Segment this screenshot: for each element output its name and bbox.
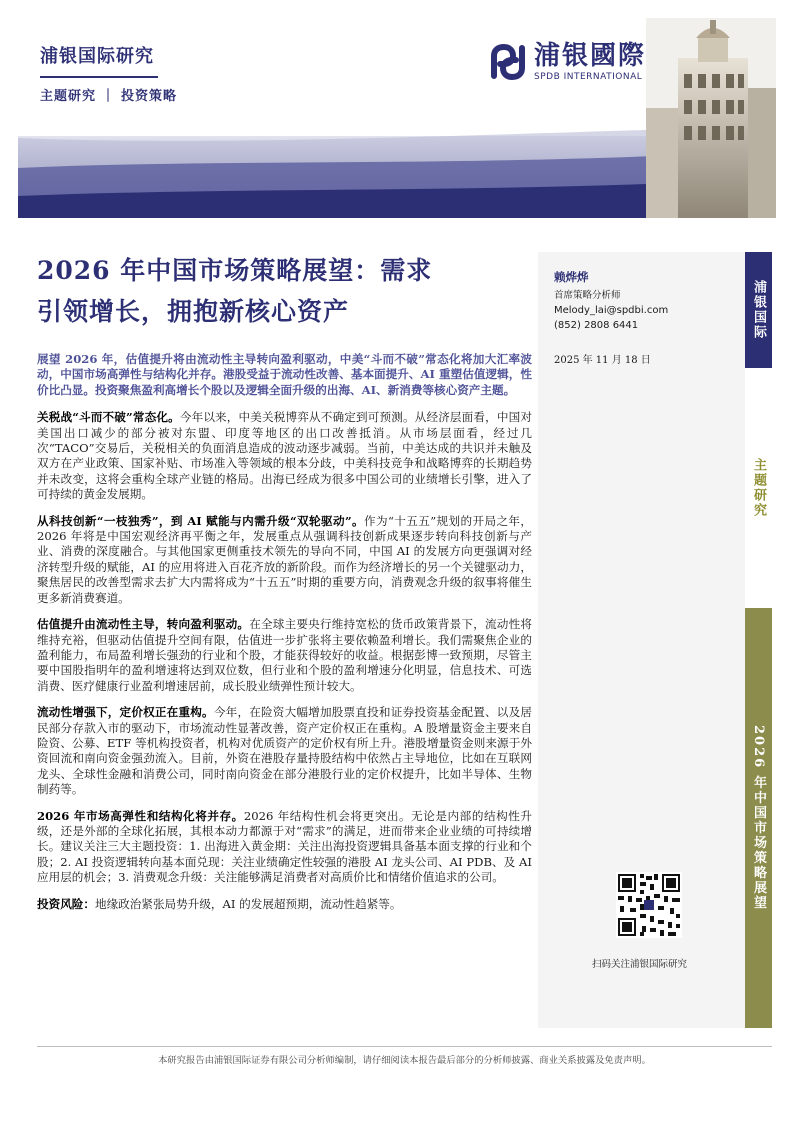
section-body: 2026 年结构性机会将更突出。无论是内部的结构性升级，还是外部的全球化拓展，其根本动力都源于对“需求”的满足，进而带来企业业绩的可持续增长。建议关注三大主题投资：1. 出海进入黄金期：关注出海投资逻辑具备基本面支撑的行业和个股；2. AI 投资逻辑转向基本面兑现：关注业绩确定性较强的港股 AI 龙头公司、AI PDB、及 AI 应用层的机会；3. 消费观念升级：关注能够满足消费者对高质价比和情绪价值追求的公司。 <box>37 808 532 885</box>
brand-block <box>40 42 177 104</box>
header-banner <box>18 18 776 218</box>
section-body: 今年，在险资大幅增加股票直投和证券投资基金配置、以及居民部分存款入市的驱动下，市场流动性显著改善，资产定价权正在重构。A 股增量资金主要来自险资、公募、ETF 等机构投资者，机构对优质资产的定价权有所上升。港股增量资金则来源于外资回流和南向资金强劲流入。目前，外资在港股存量持股结构中依然占主导地位，比如在互联网龙头、全球性金融和消费公司，同时南向资金在部分港股行业的定价权提升，比如半导体、生物制药等。 <box>37 705 532 797</box>
section-lead: 估值提升由流动性主导，转向盈利驱动。 <box>37 617 250 632</box>
breadcrumb: 主题研究 ｜ 投资策略 <box>40 89 178 104</box>
section-body: 作为“十五五”规划的开局之年，2026 年将是中国宏观经济再平衡之年，发展重点从强调科技创新成果逐步转向科技创新与产业、消费的深度融合。与其他国家更侧重技术领先的导向不同，中国 AI 的发展方向更强调对经济转型升级的赋能，AI 的应用将进入百花齐放的新阶段。而作为经济增长的另一个关键驱动力，聚焦居民的改善型需求去扩大内需将成为“十五五”时期的重要方向，消费观念升级的叙事将催生更多新消费赛道。 <box>37 513 532 605</box>
analyst-role: 首席策略分析师 <box>554 290 621 301</box>
main-content <box>37 250 532 912</box>
logo-name: 浦银國際 <box>534 41 647 71</box>
spdb-logo-icon <box>488 42 528 82</box>
footer-divider <box>37 1046 772 1047</box>
section-lead: 从科技创新“一枝独秀”，到 AI 赋能与内需升级“双轮驱动”。 <box>37 513 365 528</box>
brand-title: 浦银国际研究 <box>40 46 154 67</box>
risk-paragraph <box>37 897 532 912</box>
section-paragraph <box>37 617 532 694</box>
side-tab-brand <box>745 252 772 368</box>
company-logo <box>488 42 646 82</box>
side-tab-report-title <box>745 608 772 1028</box>
logo-english: SPDB INTERNATIONAL <box>534 72 643 82</box>
info-sidebar <box>538 252 772 1028</box>
section-body: 地缘政治紧张局势升级，AI 的发展超预期，流动性趋紧等。 <box>94 896 402 911</box>
section-lead: 投资风险： <box>37 896 95 911</box>
summary-paragraph: 展望 2026 年，估值提升将由流动性主导转向盈利驱动，中美“斗而不破”常态化将加大汇率波动，中国市场高弹性与结构化并存。港股受益于流动性改善、基本面提升、AI 重塑估值逻辑，性价比凸显。投资聚焦盈利高增长个股以及逻辑全面升级的出海、AI、新消费等核心资产主题。 <box>37 352 532 397</box>
building-illustration <box>646 18 776 218</box>
qr-code-icon[interactable] <box>616 872 682 938</box>
footer-disclaimer: 本研究报告由浦银国际证券有限公司分析师编制，请仔细阅读本报告最后部分的分析师披露、商业关系披露及免责声明。 <box>158 1055 651 1066</box>
analyst-email[interactable]: Melody_lai@spdbi.com <box>554 305 669 316</box>
report-date: 2025 年 11 月 18 日 <box>554 355 651 366</box>
qr-caption: 扫码关注浦银国际研究 <box>592 959 688 970</box>
side-tab-label: 主题研究 <box>751 458 766 518</box>
side-tab-label: 浦银国际 <box>751 280 766 340</box>
side-tab-label: 2026 年中国市场策略展望 <box>751 725 766 911</box>
section-paragraph <box>37 809 532 886</box>
section-paragraph <box>37 410 532 502</box>
analyst-card <box>554 270 668 333</box>
section-body: 在全球主要央行维持宽松的货币政策背景下，流动性将维持充裕，但驱动估值提升空间有限，估值进一步扩张将主要依赖盈利增长。我们需聚焦企业的盈利能力，布局盈利增长强劲的行业和个股，才能获得较好的收益。根据彭博一致预期，尽管主要中国股指明年的盈利增速将达到双位数，但行业和个股的盈利增速分化明显，信息技术、可选消费、医疗健康行业盈利增速居前，成长股业绩弹性预计较大。 <box>37 617 532 693</box>
brand-divider <box>40 76 158 78</box>
report-title <box>37 250 532 332</box>
section-body: 今年以来，中美关税博弈从不确定到可预测。从经济层面看，中国对美国出口减少的部分被对东盟、印度等地区的出口改善抵消。从市场层面看，经过几次“TACO”交易后，关税相关的负面消息造成的波动逐步减弱。当前，中美达成的共识并未触及双方在产业政策、国家补贴、市场准入等领域的根本分歧，中美科技竞争和战略博弈的长期趋势并未改变，这将会重构全球产业链的格局。出海已经成为很多中国公司的业绩增长引擎，进入了可持续的黄金发展期。 <box>37 410 532 502</box>
analyst-name: 赖烨烨 <box>554 270 589 284</box>
section-lead: 2026 年市场高弹性和结构化将并存。 <box>37 808 244 823</box>
section-lead: 关税战“斗而不破”常态化。 <box>37 410 180 425</box>
section-lead: 流动性增强下，定价权正在重构。 <box>37 705 214 720</box>
side-tab-category <box>745 368 772 608</box>
title-line-2: 引领增长，拥抱新核心资产 <box>37 297 350 326</box>
analyst-phone: (852) 2808 6441 <box>554 320 639 331</box>
section-paragraph <box>37 514 532 606</box>
title-line-1: 2026 年中国市场策略展望：需求 <box>37 256 433 285</box>
section-paragraph <box>37 705 532 797</box>
